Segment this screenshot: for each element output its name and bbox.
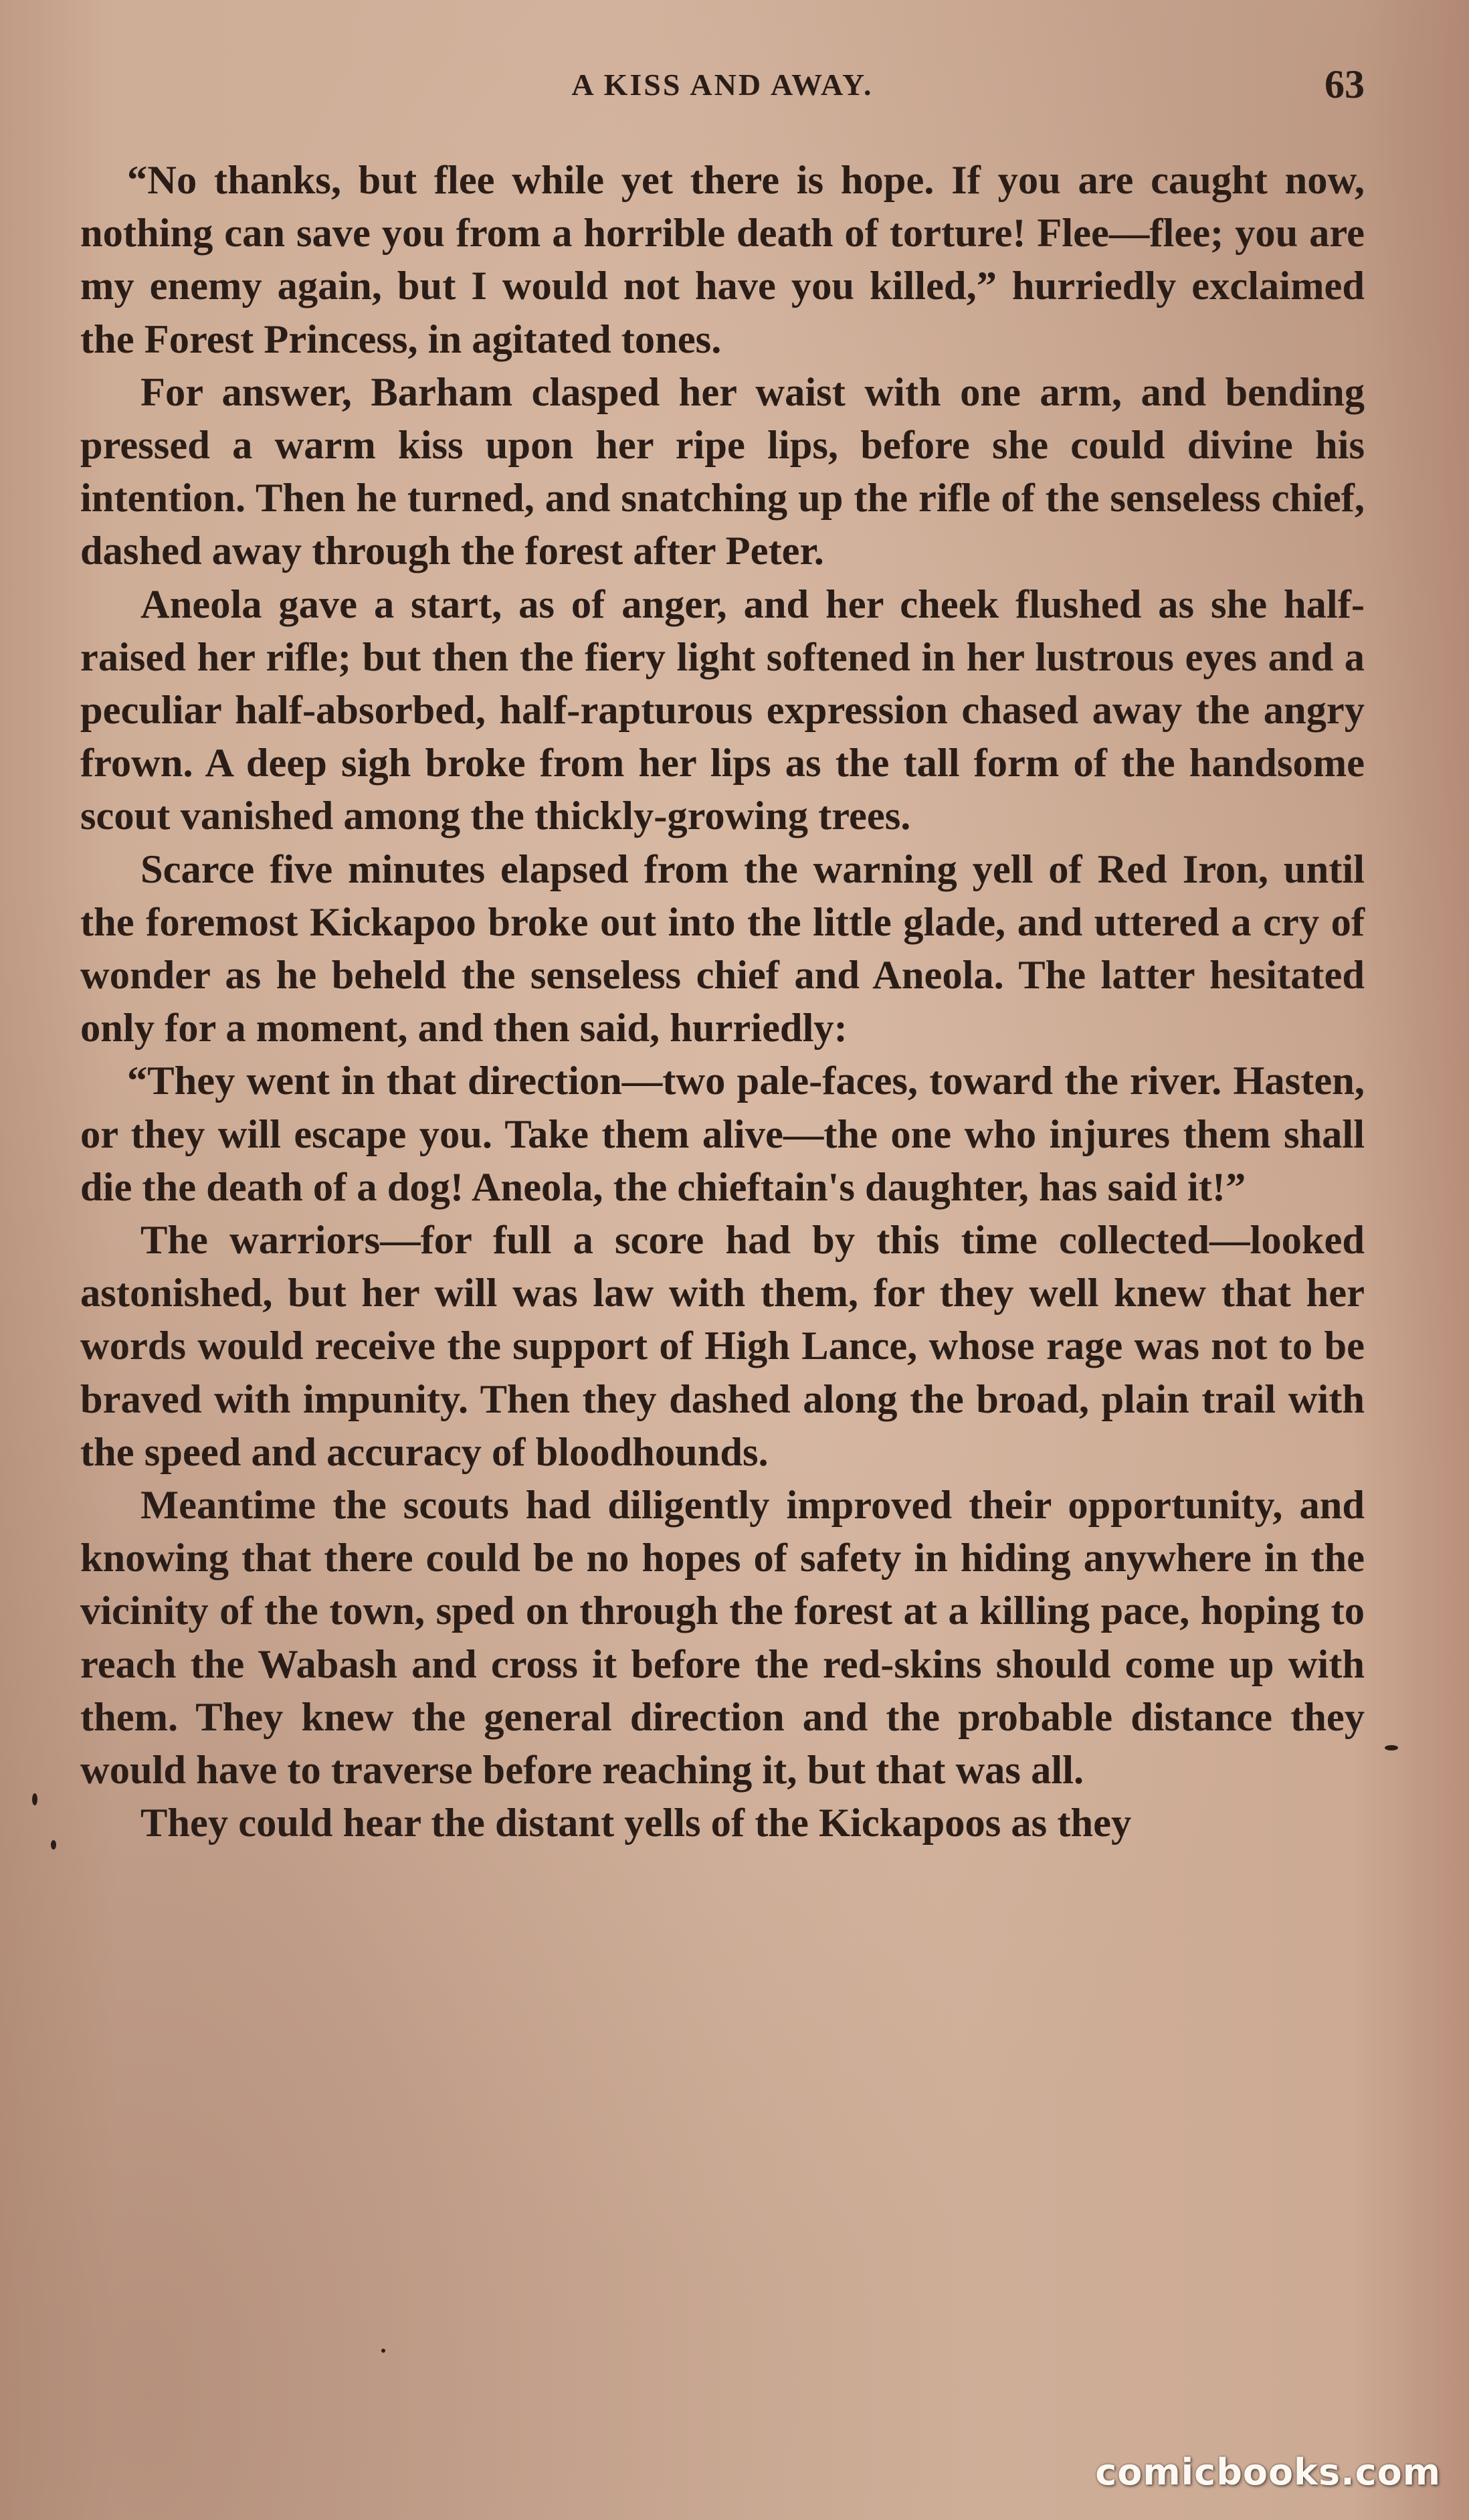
paragraph: Aneola gave a start, as of anger, and her cheek flushed as she half-raised her rifle; but then the fiery light softened in her lustrous eyes and a peculiar half-absorbed, half-rapturous expression chased away the angry frown. A deep sigh broke from her lips as the tall form of the handsome scout vanished among the thickly-growing trees. — [80, 581, 1365, 839]
body-text — [80, 154, 1365, 1850]
page-number: 63 — [1325, 62, 1365, 106]
running-head: A KISS AND AWAY. — [571, 68, 874, 102]
watermark: comicbooks.com — [1095, 2451, 1441, 2493]
ink-speck — [51, 1840, 56, 1850]
paragraph: Scarce five minutes elapsed from the warning yell of Red Iron, until the foremost Kickapoo broke out into the little glade, and uttered a cry of wonder as he beheld the senseless chief and Aneola. The latter hesitated only for a moment, and then said, hurriedly: — [80, 846, 1365, 1051]
ink-speck — [1385, 1745, 1398, 1750]
paragraph: The warriors—for full a score had by this time collected—looked astonished, but her will was law with them, for they well knew that her words would receive the support of High Lance, whose rage was not to be braved with impunity. Then they dashed along the broad, plain trail with the speed and accuracy of bloodhounds. — [80, 1218, 1365, 1475]
paragraph: They could hear the distant yells of the Kickapoos as they — [140, 1801, 1132, 1846]
page-header — [80, 62, 1365, 108]
paragraph: “No thanks, but flee while yet there is hope. If you are caught now, nothing can save you from a horrible death of torture! Flee—flee; you are my enemy again, but I would not have you killed,” hurriedly exclaimed the Forest Princess, in agitated tones. — [80, 158, 1365, 362]
ink-speck — [32, 1793, 37, 1805]
ink-speck — [381, 2349, 385, 2353]
paragraph: “They went in that direction—two pale-faces, toward the river. Hasten, or they will escape you. Take them alive—the one who injures them shall die the death of a dog! Aneola, the chieftain's daughter, has said it!” — [80, 1059, 1365, 1210]
paragraph: Meantime the scouts had diligently improved their opportunity, and knowing that there could be no hopes of safety in hiding anywhere in the vicinity of the town, sped on through the forest at a killing pace, hoping to reach the Wabash and cross it before the red-skins should come up with them. They knew the general direction and the probable distance they would have to traverse before reaching it, but that was all. — [80, 1483, 1365, 1793]
paragraph: For answer, Barham clasped her waist with one arm, and bending pressed a warm kiss upon her ripe lips, before she could divine his intention. Then he turned, and snatching up the rifle of the senseless chief, dashed away through the forest after Peter. — [80, 369, 1365, 574]
